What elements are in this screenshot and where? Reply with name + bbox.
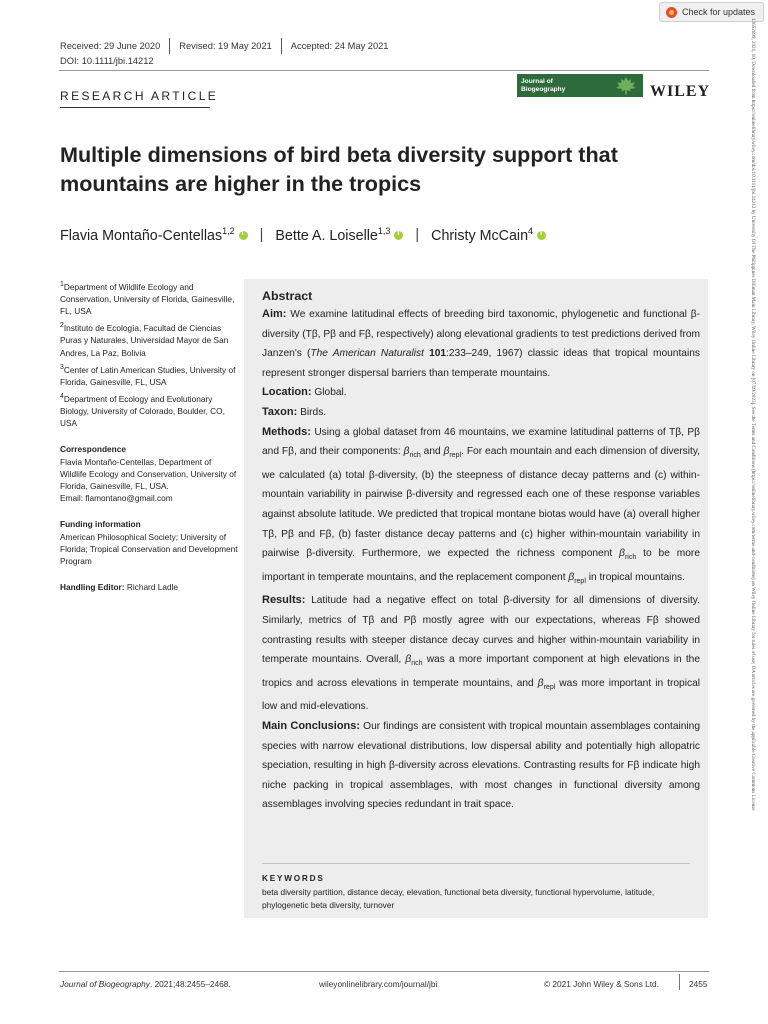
funding-heading: Funding information [60, 519, 141, 530]
abstract-body [262, 286, 700, 815]
abstract-box [244, 279, 708, 918]
doi-link[interactable]: DOI: 10.1111/jbi.14212 [60, 56, 154, 66]
publisher-logo: WILEY [650, 83, 711, 100]
abstract-aim: Aim: We examine latitudinal effects of breeding bird taxonomic, phylogenetic and functional β-diversity (Tβ, Pβ and Fβ, respectively) along elevational gradients to test predictions derived from Janzen's (The American Naturalist 101:233–249, 1967) classic ideas that tropical mountains represent stronger dispersal barriers than temperate mountains. [262, 308, 700, 379]
funding-block [60, 518, 240, 567]
abstract-taxon: Taxon: Birds. [262, 405, 327, 418]
maple-leaf-icon [615, 76, 637, 95]
keywords-list: beta diversity partition, distance decay, elevation, functional beta diversity, functional hypervolume, latitude, phylogenetic beta diversity, turnover [262, 887, 655, 910]
received-date: Received: 29 June 2020 [60, 41, 161, 51]
affiliation: $^4$Department of Ecology and Evolutionary Biology, University of Colorado, Boulder, CO, USA [60, 392, 225, 429]
footer-copyright: © 2021 John Wiley & Sons Ltd. [544, 979, 659, 989]
author-name[interactable]: Bette A. Loiselle$^{1,3}$ [275, 226, 391, 244]
author-info-column [60, 279, 240, 602]
article-dates [60, 38, 388, 54]
orcid-icon[interactable] [394, 231, 403, 240]
revised-date: Revised: 19 May 2021 [179, 41, 272, 51]
footer-divider [679, 974, 680, 990]
journal-logo [517, 74, 643, 97]
correspondence-text: Flavia Montaño-Centellas, Department of Wildlife Ecology and Conservation, University of Florida, Gainesville, FL, USA. [60, 456, 237, 491]
affiliation: $^2$Instituto de Ecología, Facultad de Ciencias Puras y Naturales, Universidad Mayor de San Andres, La Paz, Bolivia [60, 322, 229, 358]
accepted-date: Accepted: 24 May 2021 [290, 41, 389, 51]
author-name[interactable]: Christy McCain$^4$ [431, 226, 534, 244]
orcid-icon[interactable] [537, 231, 546, 240]
author-divider: | [259, 226, 264, 243]
footer-journal-url[interactable]: wileyonlinelibrary.com/journal/jbi [319, 979, 438, 989]
footer-citation: Journal of Biogeography. 2021;48:2455–2468. [60, 979, 231, 989]
funding-text: American Philosophical Society; University of Florida; Tropical Conservation and Development Program [60, 531, 238, 566]
date-divider [169, 38, 170, 54]
article-type-label: RESEARCH ARTICLE [60, 89, 219, 103]
abstract-results: Results: Latitude had a negative effect on total β-diversity for all dimensions of diversity. Similarly, metrics of Tβ and Pβ mostly agree with our expectations, whereas Fβ showed contrasting results with steeper distance decay curves and higher within-mountain variability in temperate mountains. Overall, $\beta_{rich}$ was a more important component at high elevations in the tropics and across elevations in temperate mountains, and $\beta_{repl}$ was more important in tropical low and mid-elevations. [262, 594, 701, 713]
abstract-methods: Methods: Using a global dataset from 46 mountains, we examine latitudinal patterns of Tβ, Pβ and Fβ, and their components: $\beta_{rich}$ and $\beta_{repl}$. For each mountain and each dimension of diversity, we calculated (a) total β-diversity, (b) the steepness of distance decay patterns and (c) within-mountain variability in pairwise β-diversity and regressed each one of these response variables against absolute latitude. We predicted that tropical montane biotas would have (a) overall higher Tβ, Pβ and Fβ, (b) faster distance decay patterns and (c) higher within-mountain variability in pairwise β-diversity. Furthermore, we expected the richness component $\beta_{rich}$ to be more important in temperate mountains, and the replacement component $\beta_{repl}$ in tropical mountains. [262, 425, 700, 585]
keywords-rule [262, 863, 690, 864]
abstract-conclusions: Main Conclusions: Our findings are consistent with tropical mountain assemblages containing species with narrow elevational distributions, low dispersal ability and potentially high allopatric speciation, resulting in high β-diversity across elevations. Contrasting results for Fβ indicate high niche packing in tropical assemblages, with most changes in functional diversity among assemblages involving species redundant in trait space. [262, 720, 701, 811]
correspondence-email[interactable]: Email: flamontano@gmail.com [60, 493, 173, 504]
article-title: Multiple dimensions of bird beta diversity support that mountains are higher in the tropics [60, 142, 618, 196]
abstract-location: Location: Global. [262, 386, 347, 399]
affiliation: $^3$Center of Latin American Studies, University of Florida, Gainesville, FL, USA [60, 363, 236, 387]
page-number: 2455 [689, 979, 708, 989]
keywords-heading: KEYWORDS [262, 874, 325, 883]
handling-editor: Handling Editor: Richard Ladle [60, 582, 179, 593]
date-divider [281, 38, 282, 54]
affiliation: $^1$Department of Wildlife Ecology and Conservation, University of Florida, Gainesville, FL, USA [60, 281, 235, 317]
abstract-heading: Abstract [262, 289, 313, 303]
crossmark-icon [666, 7, 677, 18]
footer-rule [59, 971, 709, 972]
check-for-updates-label: Check for updates [681, 7, 755, 17]
header-rule [59, 70, 709, 71]
orcid-icon[interactable] [239, 231, 248, 240]
author-list [60, 226, 546, 244]
correspondence-block [60, 443, 240, 504]
journal-name-line1: Journal of [521, 78, 553, 85]
correspondence-heading: Correspondence [60, 444, 126, 455]
author-name[interactable]: Flavia Montaño-Centellas$^{1,2}$ [60, 226, 235, 244]
article-type-rule [60, 107, 210, 108]
author-divider: | [415, 226, 420, 243]
download-notice: 13652699, 2021, 10, Downloaded from https://onlinelibrary.wiley.com/doi/10.1111/jbi.14212 by University Of The Philippines Diliman Main Library, Wiley Online Library on [07/09/2023]. See the Terms and Conditions (https://onlinelibrary.wiley.com/terms-and-conditions) on Wiley Online Library for rules of use; OA articles are governed by the applicable Creative Commons License [750, 18, 756, 811]
journal-name-line2: Biogeography [521, 85, 566, 93]
